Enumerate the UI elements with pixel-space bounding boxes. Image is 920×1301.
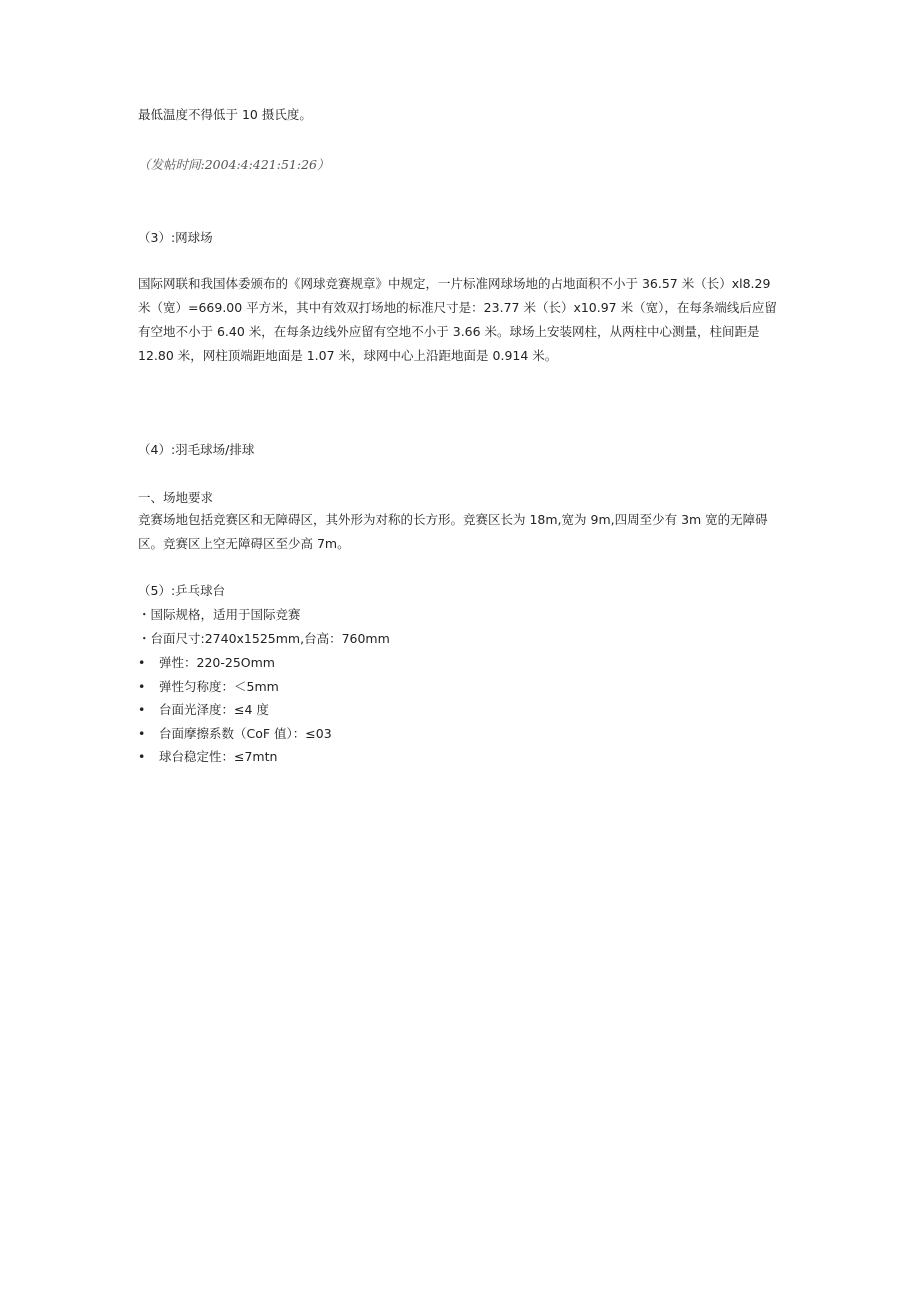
bullet-icon: ・ (138, 631, 151, 646)
list-item-text: 台面光泽度：≤4 度 (159, 702, 269, 717)
post-time: （发帖时间:2004:4:421:51:26） (138, 157, 330, 172)
list-item-text: 球台稳定性：≤7mtn (159, 749, 278, 764)
list-item (138, 749, 277, 765)
paragraph-line: 竞赛场地包括竞赛区和无障碍区，其外形为对称的长方形。竞赛区长为 18m,宽为 9m,四周至少有 3m 宽的无障碍 (138, 512, 768, 527)
paragraph-line: 有空地不小于 6.40 米，在每条边线外应留有空地不小于 3.66 米。球场上安装网柱，从两柱中心测量，柱间距是 (138, 324, 760, 339)
badminton-heading: （4）:羽毛球场/排球 (138, 442, 255, 457)
paragraph-line: 国际网联和我国体委颁布的《网球竞赛规章》中规定，一片标准网球场地的占地面积不小于 36.57 米（长）xl8.29 (138, 276, 771, 291)
bullet-icon: • (138, 655, 146, 670)
badminton-subheading: 一、场地要求 (138, 490, 214, 505)
tennis-heading: （3）:网球场 (138, 230, 213, 245)
bullet-icon: • (138, 702, 146, 717)
list-item-text: 台面尺寸:2740x1525mm,台高：760mm (150, 631, 390, 646)
list-item (138, 702, 269, 718)
table-tennis-heading: （5）:乒乓球台 (138, 583, 226, 598)
bullet-icon: • (138, 749, 146, 764)
list-item (138, 655, 275, 671)
temperature-line: 最低温度不得低于 10 摄氏度。 (138, 107, 312, 122)
paragraph-line: 区。竞赛区上空无障碍区至少高 7m。 (138, 536, 350, 551)
bullet-icon: ・ (138, 607, 151, 622)
list-item (138, 607, 301, 623)
list-item (138, 679, 279, 695)
list-item-text: 台面摩擦系数（CoF 值）：≤03 (159, 726, 332, 741)
paragraph-line: 米（宽）=669.00 平方米，其中有效双打场地的标准尺寸是：23.77 米（长）x10.97 米（宽），在每条端线后应留 (138, 300, 777, 315)
badminton-paragraph (138, 508, 786, 556)
paragraph-line: 12.80 米，网柱顶端距地面是 1.07 米，球网中心上沿距地面是 0.914 米。 (138, 348, 558, 363)
bullet-icon: • (138, 726, 146, 741)
list-item (138, 631, 390, 647)
list-item-text: 弹性：220-25Omm (159, 655, 275, 670)
list-item-text: 弹性匀称度：＜5mm (159, 679, 279, 694)
list-item (138, 726, 332, 742)
list-item-text: 国际规格，适用于国际竞赛 (150, 607, 301, 622)
bullet-icon: • (138, 679, 146, 694)
tennis-paragraph (138, 272, 786, 368)
